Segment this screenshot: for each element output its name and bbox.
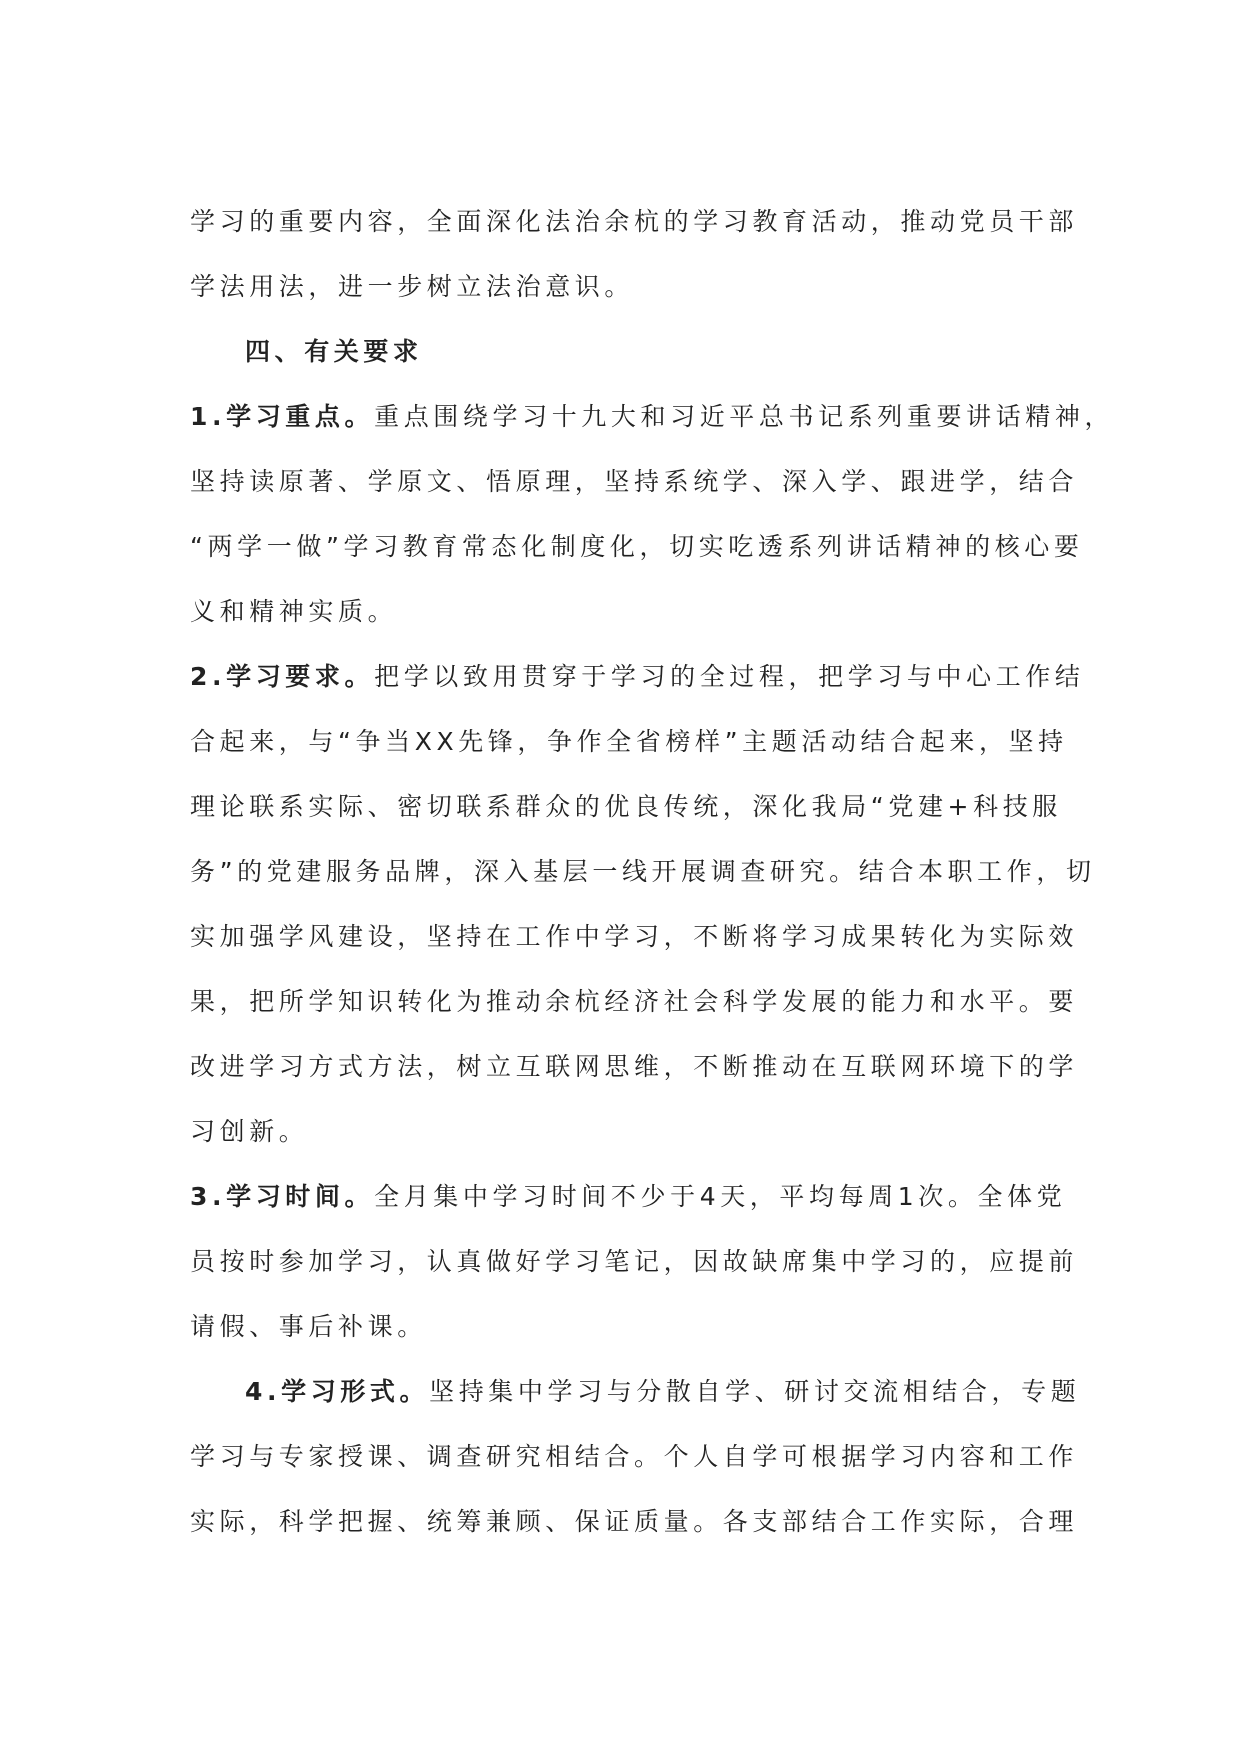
text-line [190,465,1078,499]
line-body: 学习与专家授课、调查研究相结合。个人自学可根据学习内容和工作 [190,1442,1079,1471]
item-lead: 4.学习形式。 [245,1377,430,1406]
text-line [190,1050,1078,1084]
section-heading-text: 四、有关要求 [245,337,423,366]
text-line [190,1245,1078,1279]
line-body: 把学以致用贯穿于学习的全过程，把学习与中心工作结 [374,662,1085,691]
text-line [190,790,1062,824]
line-body: 义和精神实质。 [190,597,398,626]
text-line [190,1505,1078,1539]
line-body: 习创新。 [190,1117,309,1146]
text-line [190,1115,308,1149]
text-line [190,1310,427,1344]
text-line [190,725,1068,759]
line-body: 坚持读原著、学原文、悟原理，坚持系统学、深入学、跟进学，结合 [190,467,1079,496]
text-line [190,270,634,304]
line-body: 实加强学风建设，坚持在工作中学习，不断将学习成果转化为实际效 [190,922,1079,951]
line-body: 学法用法，进一步树立法治意识。 [190,272,635,301]
text-line [245,1375,1080,1409]
line-body: 合起来，与“争当XX先锋，争作全省榜样”主题活动结合起来，坚持 [190,727,1068,756]
text-line [190,1440,1078,1474]
text-line [190,530,1084,564]
line-body: 理论联系实际、密切联系群众的优良传统，深化我局“党建+科技服 [190,792,1062,821]
line-body: “两学一做”学习教育常态化制度化，切实吃透系列讲话精神的核心要 [190,532,1084,561]
text-line [190,205,1078,239]
text-line [190,920,1078,954]
section-heading [245,335,423,369]
line-body: 改进学习方式方法，树立互联网思维，不断推动在互联网环境下的学 [190,1052,1079,1081]
line-body: 实际，科学把握、统筹兼顾、保证质量。各支部结合工作实际，合理 [190,1507,1079,1536]
line-body: 务”的党建服务品牌，深入基层一线开展调查研究。结合本职工作，切 [190,857,1096,886]
line-body: 全月集中学习时间不少于4天，平均每周1次。全体党 [374,1182,1067,1211]
line-body: 请假、事后补课。 [190,1312,427,1341]
line-body: 果，把所学知识转化为推动余杭经济社会科学发展的能力和水平。要 [190,987,1079,1016]
text-line [190,400,1114,434]
text-line [190,1180,1066,1214]
line-body: 重点围绕学习十九大和习近平总书记系列重要讲话精神， [374,402,1115,431]
text-line [190,855,1096,889]
text-line [190,985,1078,1019]
line-body: 员按时参加学习，认真做好学习笔记，因故缺席集中学习的，应提前 [190,1247,1079,1276]
text-line [190,660,1085,694]
text-line [190,595,397,629]
line-body: 坚持集中学习与分散自学、研讨交流相结合，专题 [429,1377,1081,1406]
item-lead: 1.学习重点。 [190,402,375,431]
item-lead: 2.学习要求。 [190,662,375,691]
line-body: 学习的重要内容，全面深化法治余杭的学习教育活动，推动党员干部 [190,207,1079,236]
item-lead: 3.学习时间。 [190,1182,375,1211]
